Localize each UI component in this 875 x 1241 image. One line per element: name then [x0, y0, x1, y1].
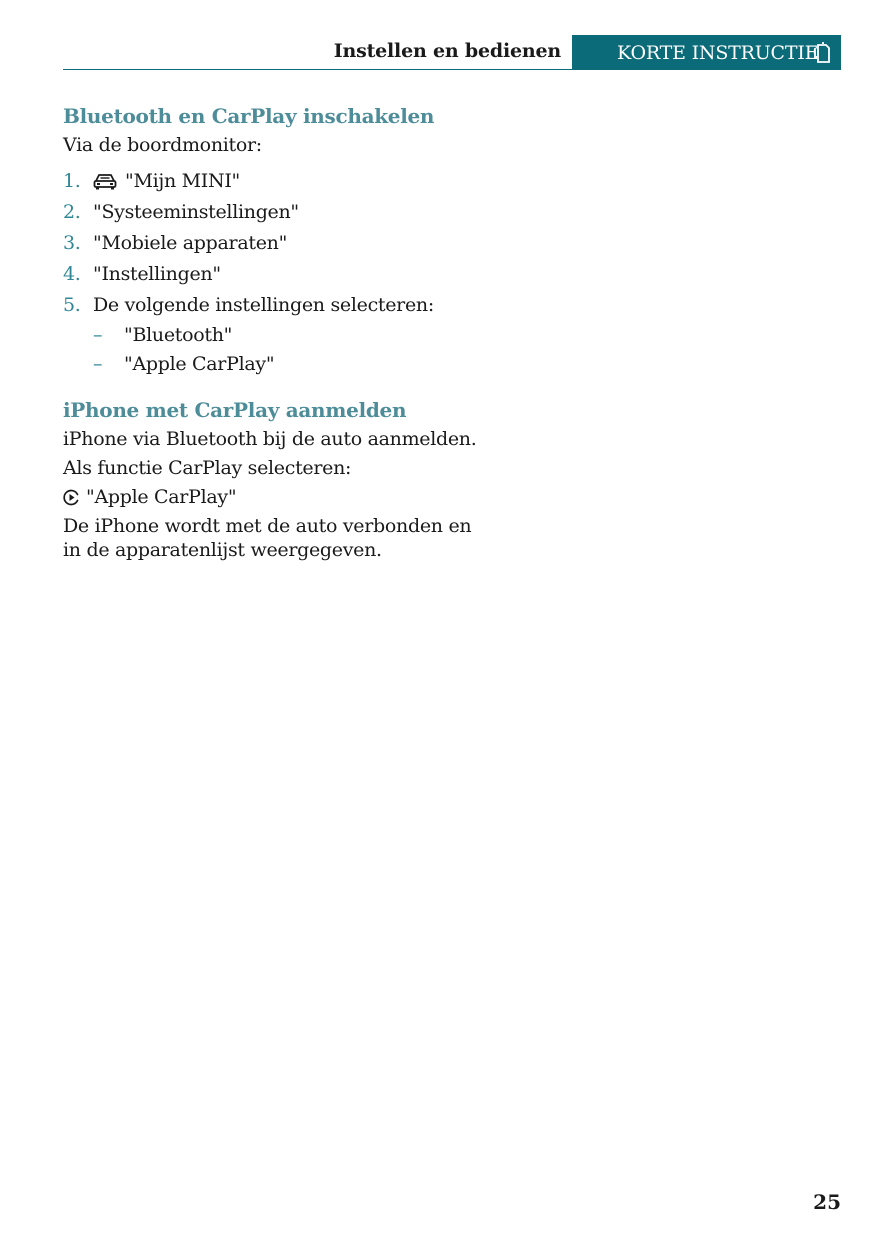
sub-option-item [63, 350, 483, 379]
sub-options-list [63, 321, 483, 379]
dash-marker: – [93, 353, 103, 375]
section-spacer [63, 379, 483, 395]
carplay-play-icon [63, 489, 80, 506]
sub-option-text: "Bluetooth" [124, 324, 233, 346]
step-number: 2. [63, 201, 81, 223]
section-intro: Via de boordmonitor: [63, 134, 262, 156]
carplay-item [63, 483, 483, 512]
sub-option-text: "Apple CarPlay" [124, 353, 275, 375]
header-section-title: Instellen en bedienen [333, 40, 561, 62]
step-text: "Systeeminstellingen" [93, 201, 299, 223]
main-content [63, 101, 483, 562]
document-copy-icon [813, 42, 831, 64]
iphone-instruction-line: iPhone via Bluetooth bij de auto aanmelden. [63, 428, 477, 450]
sub-option-item [63, 321, 483, 350]
carplay-instruction-line: Als functie CarPlay selecteren: [63, 457, 352, 479]
step-item [63, 259, 483, 290]
paragraph-line: in de apparatenlijst weergegeven. [63, 539, 382, 561]
step-text: "Instellingen" [93, 263, 221, 285]
header-tab-label: KORTE INSTRUCTIE [617, 41, 819, 64]
steps-list [63, 166, 483, 321]
paragraph-line: De iPhone wordt met de auto verbonden en [63, 515, 472, 537]
section-heading-bluetooth-carplay: Bluetooth en CarPlay inschakelen [63, 104, 435, 128]
page-number: 25 [813, 1190, 841, 1214]
step-number: 1. [63, 170, 81, 192]
step-text: De volgende instellingen selecteren: [93, 294, 434, 316]
step-text: "Mobiele apparaten" [93, 232, 288, 254]
step-number: 5. [63, 294, 81, 316]
step-item [63, 166, 483, 197]
step-item [63, 228, 483, 259]
step-item [63, 290, 483, 321]
carplay-item-text: "Apple CarPlay" [86, 486, 237, 508]
car-icon [93, 172, 117, 190]
section-heading-iphone-carplay: iPhone met CarPlay aanmelden [63, 398, 407, 422]
step-number: 3. [63, 232, 81, 254]
header-tab [572, 35, 841, 70]
header-rule [63, 69, 841, 70]
step-text: "Mijn MINI" [125, 170, 240, 192]
step-number: 4. [63, 263, 81, 285]
step-item [63, 197, 483, 228]
dash-marker: – [93, 324, 103, 346]
connection-result-paragraph [63, 514, 483, 562]
